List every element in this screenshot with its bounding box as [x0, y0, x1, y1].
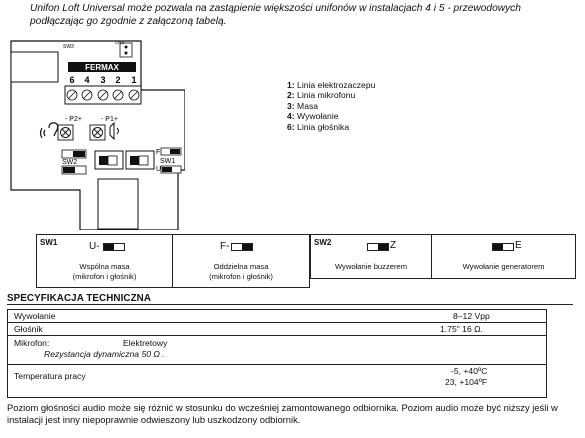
sw1-f-symbol: F-: [220, 241, 230, 252]
spec-label: Głośnik: [14, 324, 43, 334]
legend-item: 4: Wywołanie: [287, 111, 339, 122]
spec-value: -5, +40ºC: [451, 366, 488, 376]
sw2-e-switch: [492, 243, 514, 251]
sw2-e-caption: Wywołanie generatorem: [462, 262, 545, 271]
sw2-label: SW2: [62, 159, 78, 166]
terminal-legend: [287, 80, 375, 132]
spec-row-mic: [8, 336, 546, 365]
brand-label: FERMAX: [85, 63, 119, 72]
spec-value: 23, +104ºF: [445, 377, 488, 387]
f-label: F: [156, 149, 161, 156]
spec-value: 8–12 Vpp: [453, 311, 490, 321]
cn3-connector: [120, 43, 132, 57]
spec-divider: [7, 304, 573, 305]
board-cutout: [98, 179, 138, 229]
sw1-f-switch: [231, 243, 253, 251]
sw2-table: [310, 234, 576, 279]
sw2-z-caption: Wywołanie buzzerem: [334, 262, 408, 271]
sw1-table-header: SW1: [40, 238, 58, 247]
sw2-e-symbol: E: [515, 240, 522, 251]
cn3-label: CN3: [115, 40, 125, 45]
legend-item: 2: Linia mikrofonu: [287, 90, 356, 101]
legend-item: 6: Linia głośnika: [287, 121, 350, 132]
sw1-u-symbol: U-: [89, 241, 100, 252]
sw1-u-switch: [103, 243, 125, 251]
spec-label: Wywołanie: [14, 311, 56, 321]
sw1-label: SW1: [160, 158, 176, 165]
sw2-table-header: SW2: [314, 238, 332, 247]
spec-row-speaker: [8, 323, 546, 336]
sw1-table: [36, 234, 310, 288]
sw1-f-caption: Oddzielna masa (mikrofon i głośnik): [209, 262, 273, 281]
footer-note: Poziom głośności audio może się różnić w stosunku do wcześniej zamontowanego odbiornika. Poziom audio może być niższy jeśli w instalacji jest inny niepoprawnie odwieszony lub uszkodzony odbiornik.: [7, 402, 558, 425]
sw1-u-caption: Wspólna masa (mikrofon i głośnik): [72, 262, 137, 281]
terminal-6-label: 6: [69, 75, 75, 85]
spec-subvalue: Rezystancja dynamiczna 50 Ω .: [44, 349, 165, 359]
spec-label: Mikrofon:: [14, 338, 50, 348]
p1-label: - P1+: [101, 116, 118, 123]
terminal-1-label: 1: [131, 75, 137, 85]
spec-table: [7, 309, 547, 398]
spec-row-call: [8, 310, 546, 323]
terminal-4-label: 4: [84, 75, 90, 85]
sw2-z-symbol: Z: [390, 240, 397, 251]
legend-item: 3: Masa: [287, 100, 319, 111]
spec-row-temp: [8, 365, 546, 396]
sw3-label: SW3: [63, 44, 74, 50]
spec-label: Temperatura pracy: [14, 371, 86, 381]
legend-item: 1: Linia elektrozaczepu: [287, 80, 376, 90]
spec-title: SPECYFIKACJA TECHNICZNA: [7, 293, 152, 304]
p2-label: - P2+: [65, 116, 82, 123]
board-diagram: [10, 40, 185, 230]
u-label: U: [156, 166, 162, 173]
spec-value: Elektretowy: [123, 338, 168, 348]
terminal-2-label: 2: [115, 75, 121, 85]
sw2-z-switch: [367, 243, 389, 251]
intro-text: Unifon Loft Universal może pozwala na zastąpienie większości unifonów w instalacjach 4 i 5 - przewodowych podłączając go zgodnie z załączoną tabelą.: [30, 3, 521, 27]
terminal-3-label: 3: [100, 75, 106, 85]
spec-value: 1.75" 16 Ω.: [440, 324, 483, 334]
board-slot: [11, 52, 58, 82]
